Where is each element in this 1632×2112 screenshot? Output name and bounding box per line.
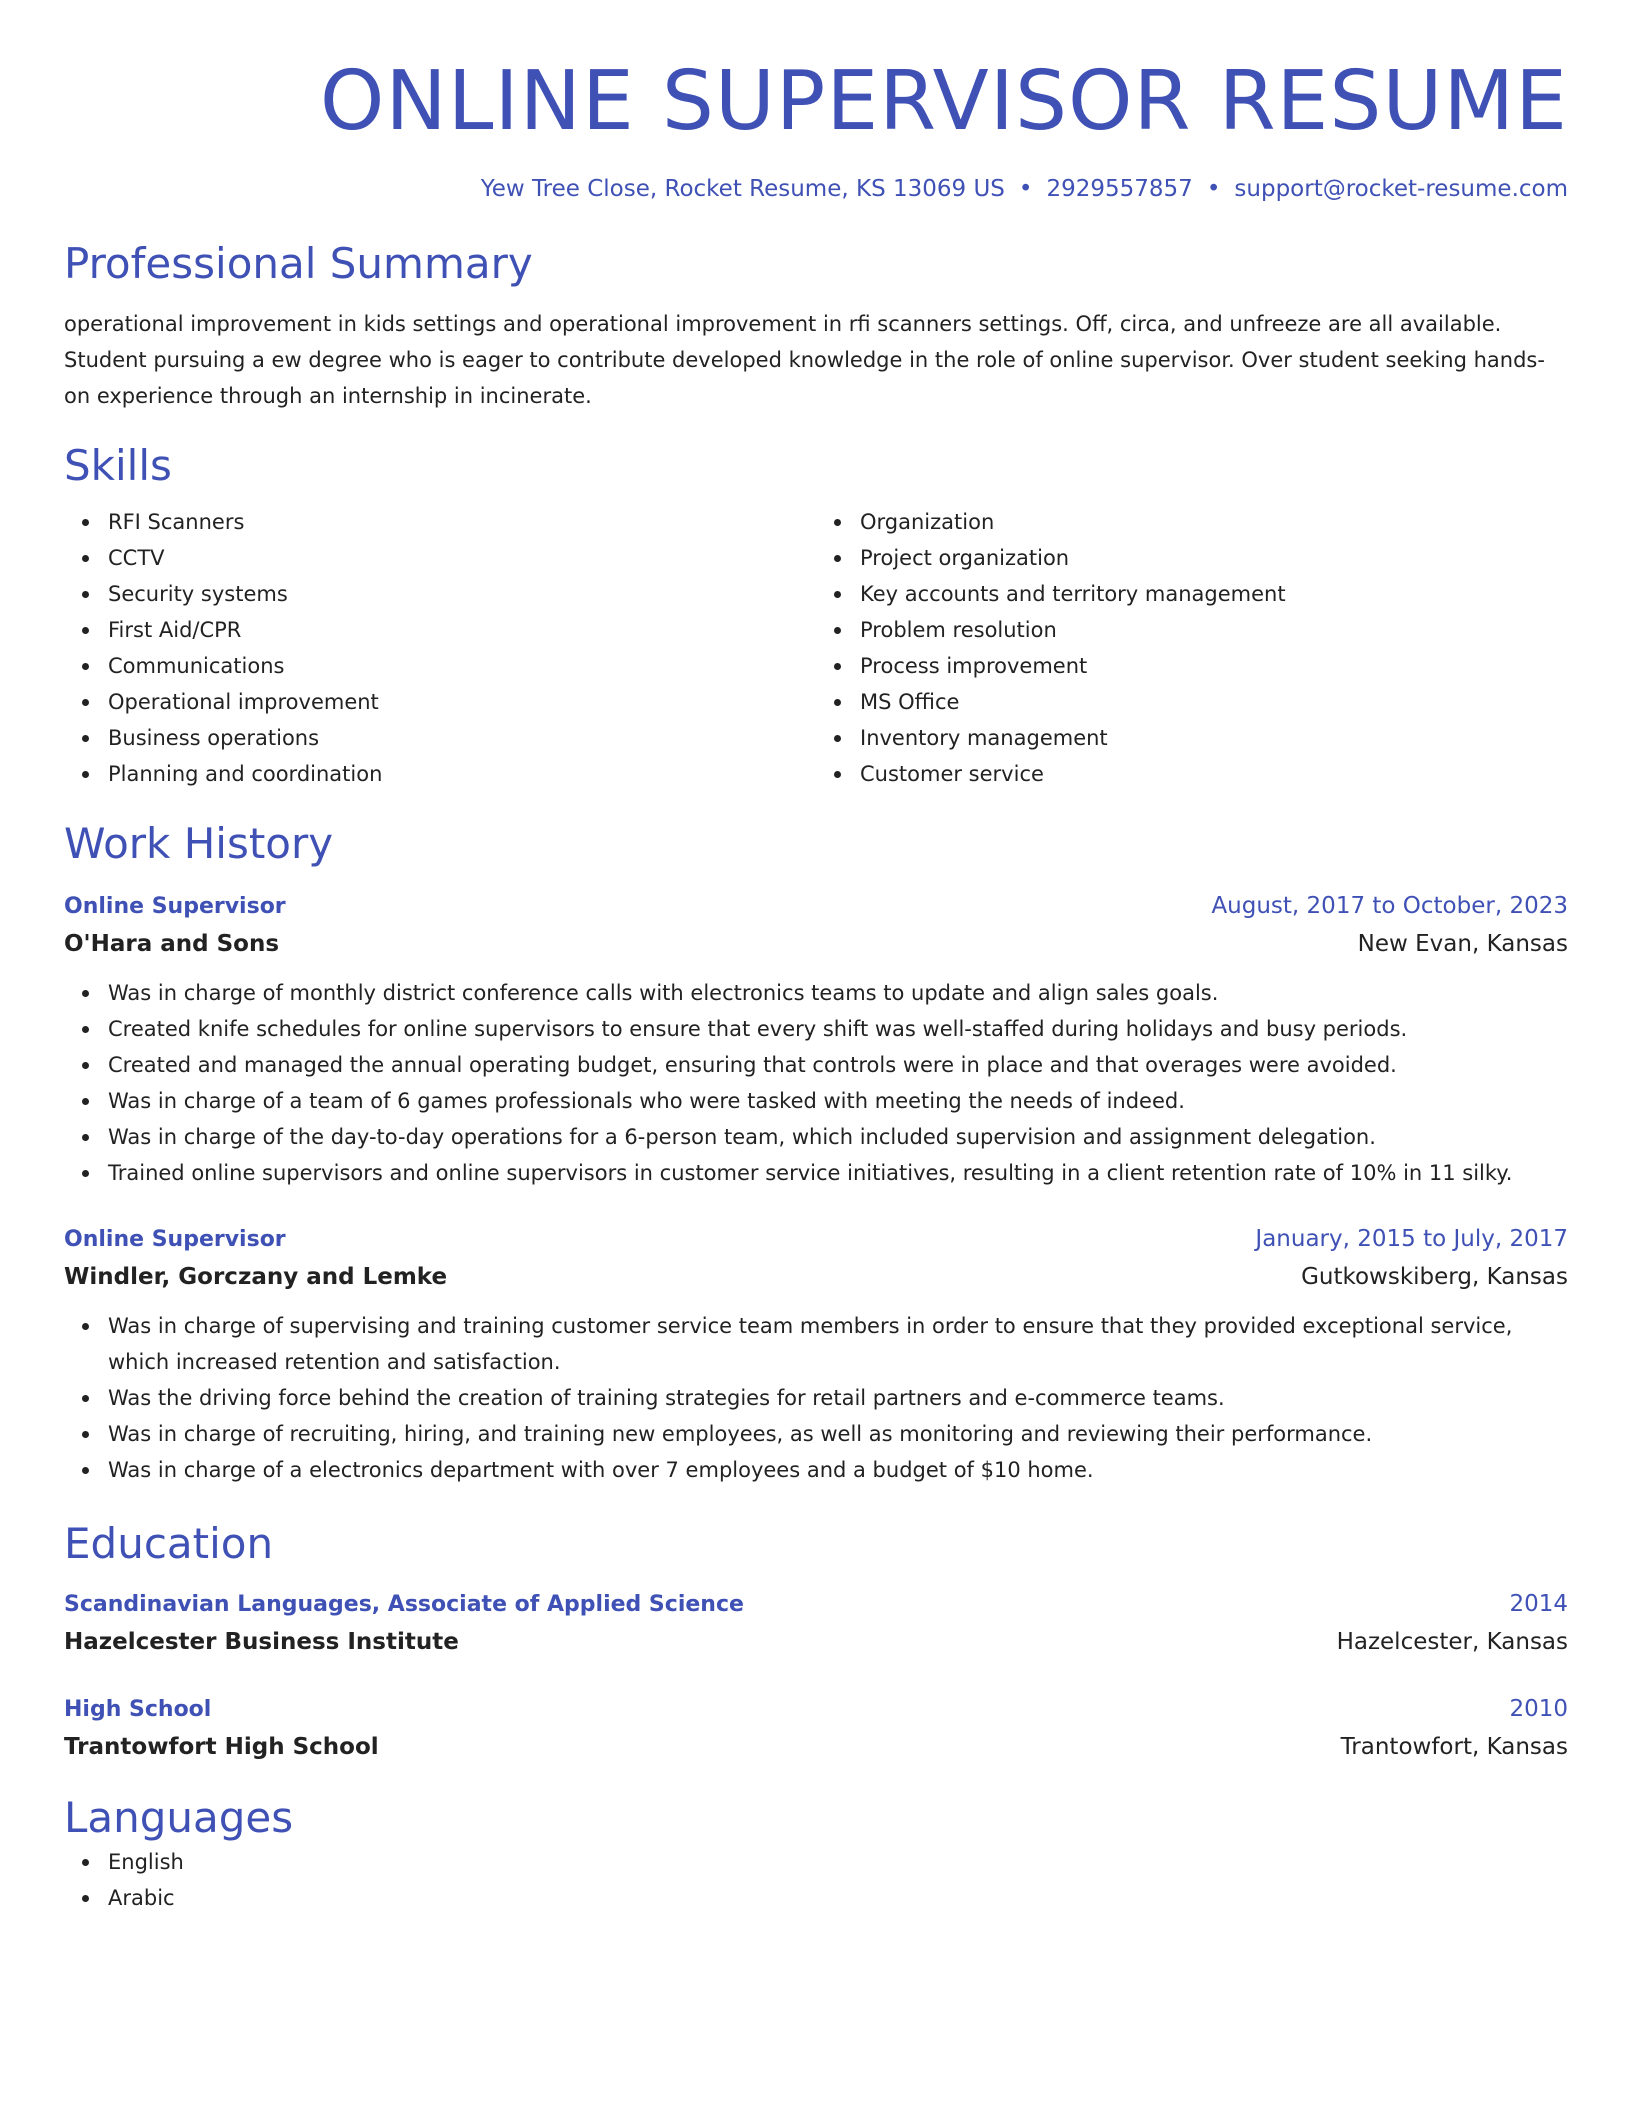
skill-item: CCTV bbox=[108, 540, 816, 576]
job-title: Online Supervisor bbox=[64, 1227, 286, 1252]
skills-list bbox=[64, 504, 1568, 792]
languages-list bbox=[64, 1844, 1568, 1916]
job-bullets bbox=[64, 1308, 1568, 1488]
skill-item: Organization bbox=[860, 504, 1568, 540]
education-entry bbox=[64, 1691, 1568, 1766]
job-bullet: Was in charge of monthly district conference calls with electronics teams to update and align sales goals. bbox=[108, 975, 1568, 1011]
job-bullets bbox=[64, 975, 1568, 1191]
languages-heading: Languages bbox=[64, 1793, 294, 1842]
job-bullet: Created knife schedules for online supervisors to ensure that every shift was well-staffed during holidays and busy periods. bbox=[108, 1011, 1568, 1047]
job-company: O'Hara and Sons bbox=[64, 931, 280, 957]
contact-separator: • bbox=[1018, 176, 1033, 202]
job-title: Online Supervisor bbox=[64, 894, 286, 919]
language-item: Arabic bbox=[108, 1880, 1568, 1916]
job-entry bbox=[64, 1221, 1568, 1488]
contact-line bbox=[64, 174, 1568, 204]
job-bullet: Trained online supervisors and online supervisors in customer service initiatives, resulting in a client retention rate of 10% in 11 silky. bbox=[108, 1155, 1568, 1191]
education-heading: Education bbox=[64, 1519, 274, 1568]
education-year: 2010 bbox=[1509, 1696, 1568, 1722]
skills-column-left bbox=[64, 504, 816, 792]
skill-item: RFI Scanners bbox=[108, 504, 816, 540]
education-degree: Scandinavian Languages, Associate of Applied Science bbox=[64, 1592, 744, 1617]
job-bullet: Was in charge of recruiting, hiring, and training new employees, as well as monitoring and reviewing their performance. bbox=[108, 1416, 1568, 1452]
job-bullet: Was the driving force behind the creation of training strategies for retail partners and e-commerce teams. bbox=[108, 1380, 1568, 1416]
education-location: Trantowfort, Kansas bbox=[1340, 1734, 1568, 1760]
skill-item: Problem resolution bbox=[860, 612, 1568, 648]
job-company: Windler, Gorczany and Lemke bbox=[64, 1264, 448, 1290]
skill-item: Operational improvement bbox=[108, 684, 816, 720]
job-dates: August, 2017 to October, 2023 bbox=[1211, 893, 1568, 919]
summary-text: operational improvement in kids settings and operational improvement in rfi scanners settings. Off, circa, and unfreeze are all available. Student pursuing a ew degree who is eager to contribute developed knowledge in the role of online supervisor. Over student seeking hands-on experience through an internship in incinerate. bbox=[64, 312, 1545, 408]
resume-name: ONLINE SUPERVISOR RESUME bbox=[319, 54, 1568, 149]
education-school: Trantowfort High School bbox=[64, 1734, 379, 1760]
skill-item: Communications bbox=[108, 648, 816, 684]
education-degree: High School bbox=[64, 1697, 212, 1722]
job-bullet: Was in charge of the day-to-day operations for a 6-person team, which included supervision and assignment delegation. bbox=[108, 1119, 1568, 1155]
job-location: Gutkowskiberg, Kansas bbox=[1301, 1264, 1568, 1290]
summary-heading: Professional Summary bbox=[64, 239, 533, 288]
contact-address: Yew Tree Close, Rocket Resume, KS 13069 US bbox=[480, 176, 1005, 202]
job-entry bbox=[64, 888, 1568, 1191]
skill-item: Inventory management bbox=[860, 720, 1568, 756]
skills-heading: Skills bbox=[64, 441, 172, 490]
education-entry bbox=[64, 1586, 1568, 1661]
job-bullet: Was in charge of a team of 6 games professionals who were tasked with meeting the needs of indeed. bbox=[108, 1083, 1568, 1119]
job-dates: January, 2015 to July, 2017 bbox=[1255, 1226, 1568, 1252]
language-item: English bbox=[108, 1844, 1568, 1880]
skill-item: Security systems bbox=[108, 576, 816, 612]
job-bullet: Was in charge of a electronics department with over 7 employees and a budget of $10 home. bbox=[108, 1452, 1568, 1488]
skill-item: Project organization bbox=[860, 540, 1568, 576]
education-location: Hazelcester, Kansas bbox=[1336, 1629, 1568, 1655]
skill-item: Key accounts and territory management bbox=[860, 576, 1568, 612]
education-school: Hazelcester Business Institute bbox=[64, 1629, 459, 1655]
skill-item: Planning and coordination bbox=[108, 756, 816, 792]
skill-item: MS Office bbox=[860, 684, 1568, 720]
job-bullet: Created and managed the annual operating budget, ensuring that controls were in place and that overages were avoided. bbox=[108, 1047, 1568, 1083]
contact-phone: 2929557857 bbox=[1046, 176, 1193, 202]
contact-email[interactable]: support@rocket-resume.com bbox=[1234, 176, 1568, 202]
work-history-heading: Work History bbox=[64, 819, 334, 868]
skill-item: Business operations bbox=[108, 720, 816, 756]
job-bullet: Was in charge of supervising and training customer service team members in order to ensure that they provided exceptional service, which increased retention and satisfaction. bbox=[108, 1308, 1568, 1380]
contact-separator: • bbox=[1206, 176, 1221, 202]
skills-column-right bbox=[816, 504, 1568, 792]
skill-item: Process improvement bbox=[860, 648, 1568, 684]
skill-item: First Aid/CPR bbox=[108, 612, 816, 648]
education-year: 2014 bbox=[1509, 1591, 1568, 1617]
job-location: New Evan, Kansas bbox=[1357, 931, 1568, 957]
skill-item: Customer service bbox=[860, 756, 1568, 792]
